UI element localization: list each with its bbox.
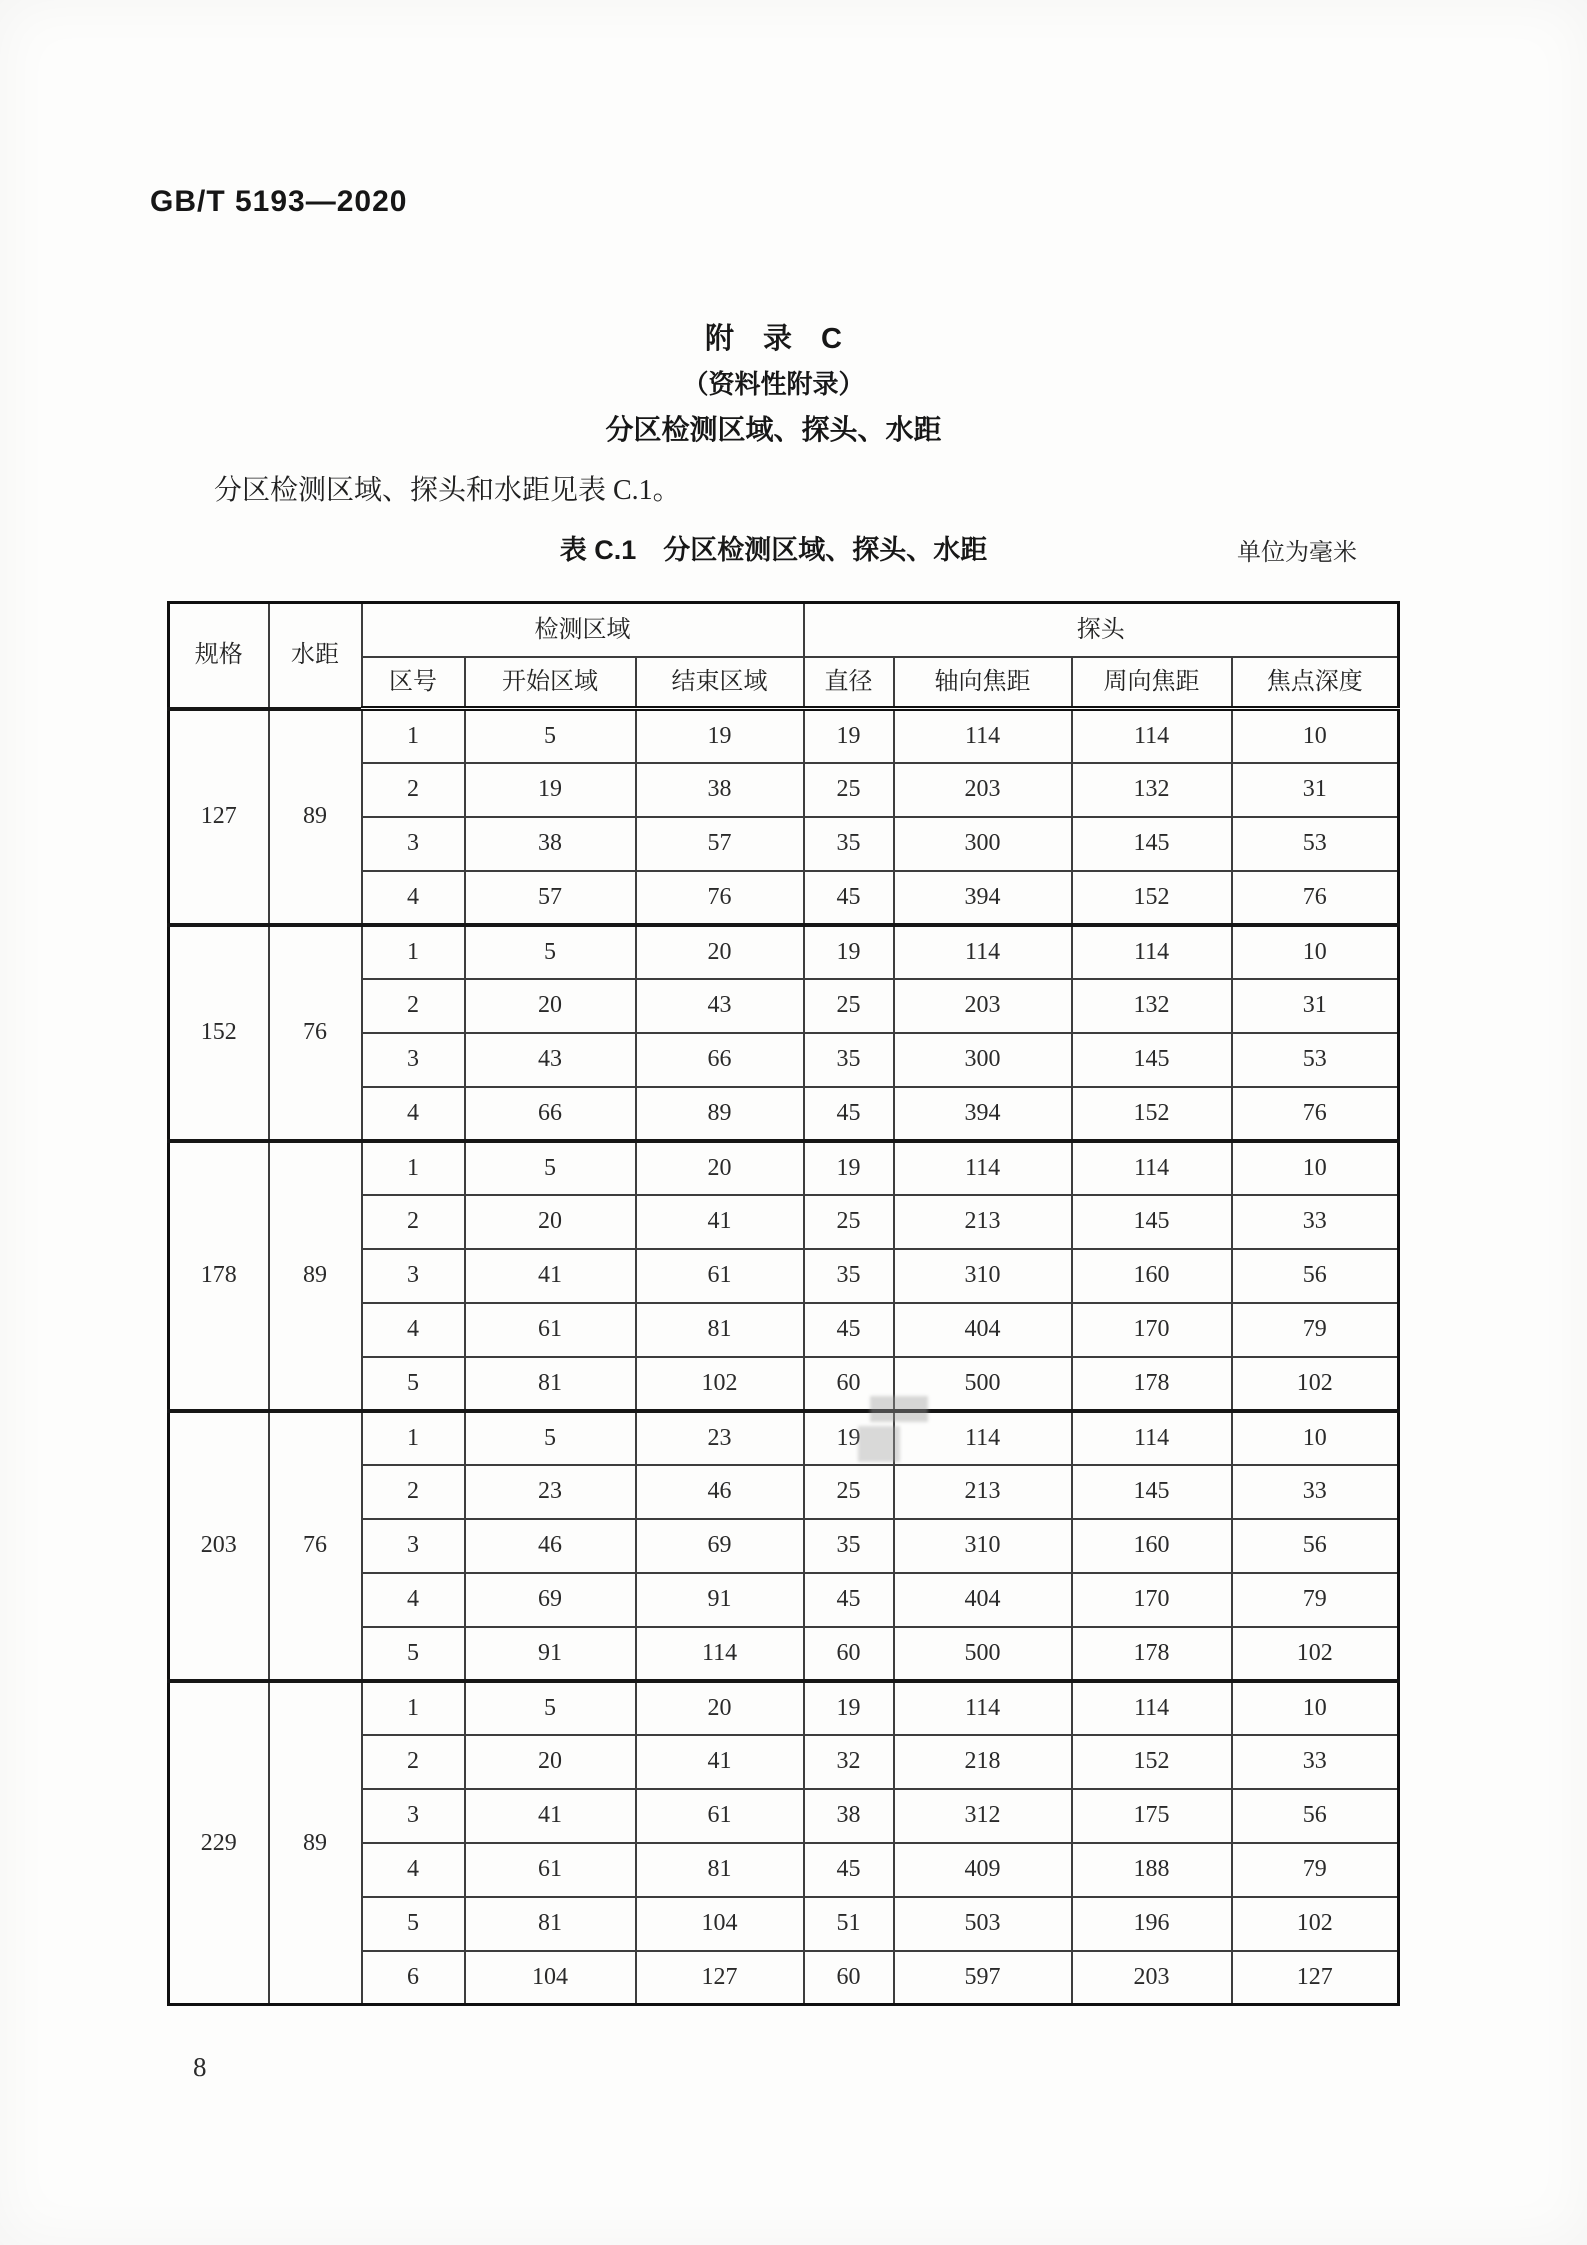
- water-distance-cell: 76: [269, 925, 362, 1141]
- data-cell: 33: [1232, 1195, 1399, 1249]
- data-cell: 41: [465, 1789, 636, 1843]
- data-cell: 41: [636, 1195, 804, 1249]
- spec-cell: 203: [169, 1411, 269, 1681]
- data-cell: 102: [1232, 1627, 1399, 1681]
- page-number: 8: [193, 2052, 207, 2082]
- data-cell: 145: [1072, 1033, 1232, 1087]
- data-cell: 89: [636, 1087, 804, 1141]
- data-cell: 91: [465, 1627, 636, 1681]
- data-cell: 38: [636, 763, 804, 817]
- data-cell: 43: [465, 1033, 636, 1087]
- table-header-row-1: [169, 603, 1399, 657]
- water-distance-cell: 89: [269, 1141, 362, 1411]
- header-circumferential-focal: 周向焦距: [1072, 657, 1232, 709]
- water-distance-cell: 89: [269, 709, 362, 925]
- data-cell: 33: [1232, 1465, 1399, 1519]
- data-cell: 114: [894, 925, 1072, 979]
- header-detect-area: 检测区域: [362, 603, 804, 657]
- data-cell: 31: [1232, 979, 1399, 1033]
- appendix-subtitle: （资料性附录）: [682, 369, 865, 399]
- data-cell: 79: [1232, 1303, 1399, 1357]
- data-cell: 60: [804, 1627, 894, 1681]
- unit-note: 单位为毫米: [1237, 540, 1357, 566]
- data-cell: 10: [1232, 1681, 1399, 1735]
- data-cell: 66: [465, 1087, 636, 1141]
- data-cell: 4: [362, 871, 465, 925]
- data-cell: 66: [636, 1033, 804, 1087]
- data-cell: 20: [636, 1681, 804, 1735]
- data-cell: 1: [362, 709, 465, 763]
- data-cell: 114: [894, 1411, 1072, 1465]
- data-cell: 178: [1072, 1357, 1232, 1411]
- data-cell: 45: [804, 871, 894, 925]
- data-cell: 35: [804, 1033, 894, 1087]
- table-caption-row: [150, 528, 1397, 567]
- data-cell: 203: [894, 763, 1072, 817]
- data-cell: 114: [1072, 925, 1232, 979]
- data-cell: 43: [636, 979, 804, 1033]
- data-cell: 45: [804, 1573, 894, 1627]
- header-zone-no: 区号: [362, 657, 465, 709]
- data-cell: 152: [1072, 1735, 1232, 1789]
- data-cell: 41: [465, 1249, 636, 1303]
- header-start-zone: 开始区域: [465, 657, 636, 709]
- data-cell: 19: [804, 709, 894, 763]
- data-cell: 2: [362, 1195, 465, 1249]
- water-distance-cell: 89: [269, 1681, 362, 2005]
- data-cell: 4: [362, 1303, 465, 1357]
- data-cell: 61: [465, 1843, 636, 1897]
- data-cell: 10: [1232, 1141, 1399, 1195]
- data-cell: 81: [636, 1303, 804, 1357]
- data-cell: 61: [636, 1789, 804, 1843]
- data-cell: 404: [894, 1573, 1072, 1627]
- intro-paragraph: 分区检测区域、探头和水距见表 C.1。: [214, 475, 681, 506]
- data-cell: 310: [894, 1519, 1072, 1573]
- data-cell: 196: [1072, 1897, 1232, 1951]
- data-cell: 114: [894, 709, 1072, 763]
- data-cell: 20: [636, 1141, 804, 1195]
- table-caption: 表 C.1 分区检测区域、探头、水距: [559, 535, 988, 565]
- data-cell: 10: [1232, 925, 1399, 979]
- data-cell: 57: [465, 871, 636, 925]
- data-cell: 61: [636, 1249, 804, 1303]
- table-row: [169, 925, 1399, 979]
- header-diameter: 直径: [804, 657, 894, 709]
- data-cell: 104: [636, 1897, 804, 1951]
- data-cell: 81: [636, 1843, 804, 1897]
- data-cell: 20: [465, 1735, 636, 1789]
- table-row: [169, 1411, 1399, 1465]
- doc-number: GB/T 5193—2020: [150, 185, 408, 218]
- data-cell: 5: [465, 1141, 636, 1195]
- spec-cell: 152: [169, 925, 269, 1141]
- data-cell: 3: [362, 1249, 465, 1303]
- data-cell: 170: [1072, 1303, 1232, 1357]
- data-cell: 25: [804, 979, 894, 1033]
- data-cell: 76: [636, 871, 804, 925]
- data-cell: 76: [1232, 871, 1399, 925]
- data-cell: 500: [894, 1627, 1072, 1681]
- data-cell: 20: [465, 1195, 636, 1249]
- header-axial-focal: 轴向焦距: [894, 657, 1072, 709]
- data-cell: 5: [465, 1681, 636, 1735]
- data-cell: 69: [636, 1519, 804, 1573]
- data-cell: 23: [636, 1411, 804, 1465]
- data-cell: 127: [636, 1951, 804, 2005]
- data-cell: 145: [1072, 1195, 1232, 1249]
- data-cell: 3: [362, 1519, 465, 1573]
- spec-cell: 127: [169, 709, 269, 925]
- data-cell: 38: [465, 817, 636, 871]
- table-row: [169, 1681, 1399, 1735]
- data-cell: 19: [804, 1411, 894, 1465]
- data-cell: 45: [804, 1843, 894, 1897]
- data-cell: 188: [1072, 1843, 1232, 1897]
- data-cell: 2: [362, 763, 465, 817]
- data-cell: 114: [1072, 1141, 1232, 1195]
- data-cell: 1: [362, 925, 465, 979]
- data-cell: 394: [894, 871, 1072, 925]
- data-cell: 79: [1232, 1573, 1399, 1627]
- data-cell: 102: [1232, 1357, 1399, 1411]
- data-cell: 46: [465, 1519, 636, 1573]
- data-cell: 114: [1072, 709, 1232, 763]
- data-cell: 5: [362, 1897, 465, 1951]
- data-cell: 152: [1072, 1087, 1232, 1141]
- data-cell: 404: [894, 1303, 1072, 1357]
- data-cell: 132: [1072, 763, 1232, 817]
- data-cell: 41: [636, 1735, 804, 1789]
- water-distance-cell: 76: [269, 1411, 362, 1681]
- data-cell: 1: [362, 1681, 465, 1735]
- data-cell: 38: [804, 1789, 894, 1843]
- data-cell: 35: [804, 817, 894, 871]
- data-cell: 5: [465, 1411, 636, 1465]
- data-cell: 76: [1232, 1087, 1399, 1141]
- data-cell: 60: [804, 1951, 894, 2005]
- spec-cell: 229: [169, 1681, 269, 2005]
- data-cell: 152: [1072, 871, 1232, 925]
- data-cell: 102: [636, 1357, 804, 1411]
- table-row: [169, 709, 1399, 763]
- data-cell: 160: [1072, 1519, 1232, 1573]
- data-cell: 31: [1232, 763, 1399, 817]
- data-cell: 213: [894, 1195, 1072, 1249]
- data-cell: 203: [894, 979, 1072, 1033]
- data-cell: 81: [465, 1357, 636, 1411]
- data-cell: 145: [1072, 817, 1232, 871]
- data-cell: 5: [362, 1357, 465, 1411]
- data-cell: 104: [465, 1951, 636, 2005]
- data-cell: 114: [636, 1627, 804, 1681]
- data-cell: 10: [1232, 1411, 1399, 1465]
- header-water-distance: 水距: [269, 603, 362, 709]
- data-cell: 145: [1072, 1465, 1232, 1519]
- data-cell: 394: [894, 1087, 1072, 1141]
- data-cell: 4: [362, 1843, 465, 1897]
- data-cell: 409: [894, 1843, 1072, 1897]
- data-cell: 312: [894, 1789, 1072, 1843]
- header-focus-depth: 焦点深度: [1232, 657, 1399, 709]
- data-cell: 56: [1232, 1789, 1399, 1843]
- data-cell: 3: [362, 1789, 465, 1843]
- appendix-heading: 分区检测区域、探头、水距: [605, 414, 942, 445]
- data-cell: 218: [894, 1735, 1072, 1789]
- data-cell: 132: [1072, 979, 1232, 1033]
- data-cell: 1: [362, 1141, 465, 1195]
- data-cell: 19: [804, 925, 894, 979]
- data-cell: 5: [465, 709, 636, 763]
- table-body: [169, 709, 1399, 2005]
- data-cell: 45: [804, 1303, 894, 1357]
- data-cell: 300: [894, 1033, 1072, 1087]
- appendix-title: 附 录 C: [705, 323, 842, 355]
- data-cell: 203: [1072, 1951, 1232, 2005]
- data-cell: 32: [804, 1735, 894, 1789]
- data-cell: 35: [804, 1249, 894, 1303]
- data-cell: 61: [465, 1303, 636, 1357]
- data-cell: 310: [894, 1249, 1072, 1303]
- data-cell: 127: [1232, 1951, 1399, 2005]
- data-cell: 2: [362, 979, 465, 1033]
- data-cell: 102: [1232, 1897, 1399, 1951]
- data-cell: 60: [804, 1357, 894, 1411]
- data-cell: 19: [465, 763, 636, 817]
- data-cell: 53: [1232, 1033, 1399, 1087]
- data-cell: 4: [362, 1087, 465, 1141]
- data-cell: 213: [894, 1465, 1072, 1519]
- zone-detection-table: [167, 601, 1400, 2006]
- data-cell: 25: [804, 1195, 894, 1249]
- data-cell: 5: [465, 925, 636, 979]
- data-cell: 25: [804, 1465, 894, 1519]
- data-cell: 81: [465, 1897, 636, 1951]
- data-cell: 3: [362, 1033, 465, 1087]
- data-cell: 160: [1072, 1249, 1232, 1303]
- data-cell: 1: [362, 1411, 465, 1465]
- data-cell: 114: [894, 1141, 1072, 1195]
- data-cell: 56: [1232, 1519, 1399, 1573]
- data-cell: 45: [804, 1087, 894, 1141]
- data-cell: 20: [636, 925, 804, 979]
- data-cell: 2: [362, 1465, 465, 1519]
- header-spec: 规格: [169, 603, 269, 709]
- header-probe: 探头: [804, 603, 1399, 657]
- data-cell: 10: [1232, 709, 1399, 763]
- data-cell: 175: [1072, 1789, 1232, 1843]
- data-cell: 79: [1232, 1843, 1399, 1897]
- data-cell: 503: [894, 1897, 1072, 1951]
- data-cell: 114: [1072, 1411, 1232, 1465]
- data-cell: 114: [1072, 1681, 1232, 1735]
- data-cell: 46: [636, 1465, 804, 1519]
- header-end-zone: 结束区域: [636, 657, 804, 709]
- data-cell: 19: [636, 709, 804, 763]
- data-cell: 69: [465, 1573, 636, 1627]
- data-cell: 170: [1072, 1573, 1232, 1627]
- data-cell: 2: [362, 1735, 465, 1789]
- table-row: [169, 1141, 1399, 1195]
- data-cell: 53: [1232, 817, 1399, 871]
- data-cell: 25: [804, 763, 894, 817]
- spec-cell: 178: [169, 1141, 269, 1411]
- data-cell: 19: [804, 1681, 894, 1735]
- data-cell: 23: [465, 1465, 636, 1519]
- data-cell: 5: [362, 1627, 465, 1681]
- data-cell: 91: [636, 1573, 804, 1627]
- data-cell: 51: [804, 1897, 894, 1951]
- data-cell: 33: [1232, 1735, 1399, 1789]
- data-cell: 3: [362, 817, 465, 871]
- data-cell: 20: [465, 979, 636, 1033]
- data-cell: 114: [894, 1681, 1072, 1735]
- data-cell: 57: [636, 817, 804, 871]
- data-cell: 56: [1232, 1249, 1399, 1303]
- data-cell: 300: [894, 817, 1072, 871]
- data-cell: 6: [362, 1951, 465, 2005]
- data-cell: 4: [362, 1573, 465, 1627]
- data-cell: 500: [894, 1357, 1072, 1411]
- data-cell: 19: [804, 1141, 894, 1195]
- data-cell: 597: [894, 1951, 1072, 2005]
- data-cell: 35: [804, 1519, 894, 1573]
- data-cell: 178: [1072, 1627, 1232, 1681]
